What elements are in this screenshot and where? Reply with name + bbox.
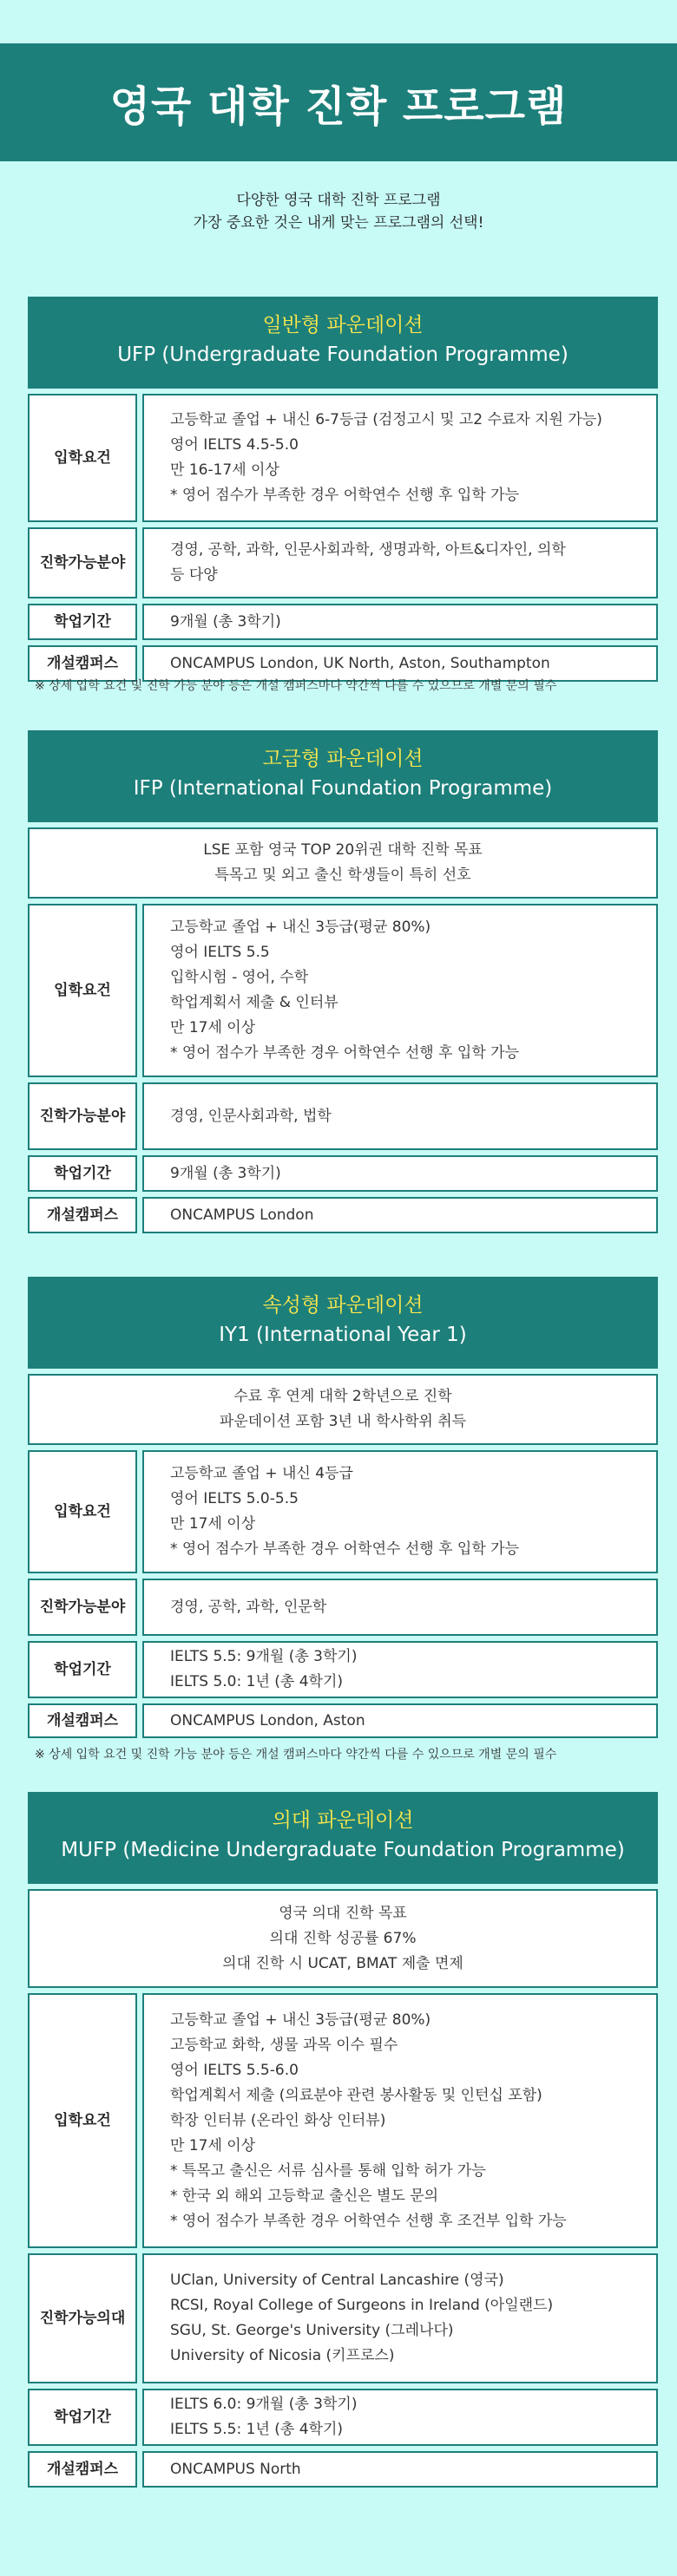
value-line: 고등학교 졸업 + 내신 4등급 bbox=[170, 1465, 353, 1482]
label-line: 분야 bbox=[96, 554, 126, 572]
page bbox=[0, 43, 677, 2576]
value-line: 등 다양 bbox=[170, 566, 218, 584]
row-campus bbox=[28, 2451, 658, 2488]
value-line: ONCAMPUS North bbox=[170, 2460, 301, 2478]
value-line: * 영어 점수가 부족한 경우 어학연수 선행 후 입학 가능 bbox=[170, 1044, 519, 1062]
value-line: IELTS 5.5: 9개월 (총 3학기) bbox=[170, 1648, 358, 1665]
row-label bbox=[28, 527, 137, 598]
row-period bbox=[28, 1155, 658, 1192]
label-line: 진학가능 bbox=[39, 1108, 97, 1125]
row-value bbox=[142, 1579, 658, 1636]
card-header bbox=[28, 730, 658, 822]
row-label: 개설캠퍼스 bbox=[28, 645, 137, 682]
value-line: ONCAMPUS London bbox=[170, 1206, 314, 1224]
row-value bbox=[142, 1197, 658, 1233]
row-value bbox=[142, 527, 658, 598]
row-label: 입학요건 bbox=[28, 904, 137, 1077]
hero-banner bbox=[0, 43, 677, 161]
highlight-line: 파운데이션 포함 3년 내 학사학위 취득 bbox=[219, 1413, 467, 1430]
highlight-line: 의대 진학 성공률 67% bbox=[269, 1929, 417, 1947]
row-label: 개설캠퍼스 bbox=[28, 1197, 137, 1233]
value-line: 경영, 공학, 과학, 인문사회과학, 생명과학, 아트&디자인, 의학 bbox=[170, 541, 566, 559]
value-line: 만 17세 이상 bbox=[170, 2136, 256, 2154]
row-label: 학업기간 bbox=[28, 2389, 137, 2446]
program-card-mufp bbox=[28, 1792, 658, 2488]
value-line: 영어 IELTS 5.5 bbox=[170, 944, 270, 961]
program-title-en: UFP (Undergraduate Foundation Programme) bbox=[117, 343, 569, 366]
program-title-kr: 의대 파운데이션 bbox=[272, 1809, 414, 1832]
row-value bbox=[142, 1703, 658, 1738]
value-line: UClan, University of Central Lancashire (영국) bbox=[170, 2272, 504, 2289]
value-line: 입학시험 - 영어, 수학 bbox=[170, 969, 309, 986]
value-line: SGU, St. George's University (그레나다) bbox=[170, 2322, 454, 2339]
value-line: 만 17세 이상 bbox=[170, 1515, 256, 1533]
row-value bbox=[142, 2451, 658, 2488]
row-fields bbox=[28, 2253, 658, 2383]
highlight-line: LSE 포함 영국 TOP 20위권 대학 진학 목표 bbox=[203, 841, 483, 859]
value-line: 학업계획서 제출 & 인터뷰 bbox=[170, 994, 338, 1011]
value-line: * 영어 점수가 부족한 경우 어학연수 선행 후 조건부 입학 가능 bbox=[170, 2212, 567, 2230]
value-line: 경영, 인문사회과학, 법학 bbox=[170, 1107, 332, 1125]
program-title-kr: 속성형 파운데이션 bbox=[262, 1294, 424, 1317]
row-label bbox=[28, 1082, 137, 1150]
value-line: 영어 IELTS 4.5-5.0 bbox=[170, 436, 299, 454]
program-title-kr: 고급형 파운데이션 bbox=[262, 748, 424, 770]
row-value bbox=[142, 2253, 658, 2383]
row-campus bbox=[28, 1703, 658, 1738]
row-value bbox=[142, 1450, 658, 1573]
row-label: 개설캠퍼스 bbox=[28, 1703, 137, 1738]
value-line: * 한국 외 해외 고등학교 출신은 별도 문의 bbox=[170, 2187, 439, 2205]
row-requirements bbox=[28, 1993, 658, 2248]
row-requirements bbox=[28, 904, 658, 1077]
row-value bbox=[142, 1641, 658, 1698]
row-campus bbox=[28, 1197, 658, 1233]
program-title-en: IY1 (International Year 1) bbox=[219, 1324, 467, 1346]
row-label: 입학요건 bbox=[28, 1993, 137, 2248]
value-line: 고등학교 졸업 + 내신 6-7등급 (검정고시 및 고2 수료자 지원 가능) bbox=[170, 411, 602, 428]
row-fields bbox=[28, 527, 658, 598]
row-value bbox=[142, 904, 658, 1077]
row-label: 학업기간 bbox=[28, 1155, 137, 1192]
value-line: 만 17세 이상 bbox=[170, 1019, 256, 1036]
value-line: 9개월 (총 3학기) bbox=[170, 1164, 281, 1182]
row-label: 학업기간 bbox=[28, 604, 137, 640]
row-value bbox=[142, 1993, 658, 2248]
row-value bbox=[142, 2389, 658, 2446]
row-value bbox=[142, 394, 658, 522]
value-line: ONCAMPUS London, UK North, Aston, Southampton bbox=[170, 654, 550, 672]
program-highlight bbox=[28, 1889, 658, 1988]
value-line: 고등학교 졸업 + 내신 3등급(평균 80%) bbox=[170, 919, 431, 936]
page-title: 영국 대학 진학 프로그램 bbox=[109, 82, 568, 131]
row-label bbox=[28, 1579, 137, 1636]
intro-line: 다양한 영국 대학 진학 프로그램 bbox=[236, 192, 441, 209]
row-period bbox=[28, 1641, 658, 1698]
row-value bbox=[142, 604, 658, 640]
value-line: 영어 IELTS 5.0-5.5 bbox=[170, 1490, 299, 1507]
highlight-line: 특목고 및 외고 출신 학생들이 특히 선호 bbox=[214, 866, 471, 884]
value-line: 학장 인터뷰 (온라인 화상 인터뷰) bbox=[170, 2111, 386, 2129]
value-line: 영어 IELTS 5.5-6.0 bbox=[170, 2061, 299, 2079]
value-line: IELTS 5.5: 1년 (총 4학기) bbox=[170, 2421, 344, 2438]
footnote: ※ 상세 입학 요건 및 진학 가능 분야 등은 개설 캠퍼스마다 약간씩 다를 수 있으므로 개별 문의 필수 bbox=[35, 1748, 557, 1762]
row-fields bbox=[28, 1579, 658, 1636]
label-line: 의대 bbox=[96, 2310, 126, 2327]
program-title-kr: 일반형 파운데이션 bbox=[262, 314, 424, 337]
label-line: 진학가능 bbox=[39, 1599, 97, 1616]
value-line: IELTS 6.0: 9개월 (총 3학기) bbox=[170, 2396, 358, 2413]
row-label: 입학요건 bbox=[28, 1450, 137, 1573]
value-line: 경영, 공학, 과학, 인문학 bbox=[170, 1598, 327, 1616]
program-highlight bbox=[28, 827, 658, 899]
value-line: University of Nicosia (키프로스) bbox=[170, 2347, 395, 2364]
row-period bbox=[28, 2389, 658, 2446]
row-label: 입학요건 bbox=[28, 394, 137, 522]
program-title-en: MUFP (Medicine Undergraduate Foundation Programme) bbox=[61, 1839, 625, 1861]
program-card-iy1 bbox=[28, 1277, 658, 1738]
intro-text bbox=[0, 189, 677, 234]
value-line: * 특목고 출신은 서류 심사를 통해 입학 허가 가능 bbox=[170, 2161, 486, 2180]
row-requirements bbox=[28, 394, 658, 522]
row-label: 학업기간 bbox=[28, 1641, 137, 1698]
program-title-en: IFP (International Foundation Programme) bbox=[133, 777, 553, 800]
row-fields bbox=[28, 1082, 658, 1150]
card-header bbox=[28, 1792, 658, 1884]
highlight-line: 수료 후 연계 대학 2학년으로 진학 bbox=[233, 1388, 452, 1405]
program-card-ifp bbox=[28, 730, 658, 1233]
card-header bbox=[28, 1277, 658, 1369]
label-line: 분야 bbox=[96, 1108, 126, 1125]
row-period bbox=[28, 604, 658, 640]
intro-line: 가장 중요한 것은 내게 맞는 프로그램의 선택! bbox=[193, 214, 484, 232]
label-line: 진학가능 bbox=[39, 2310, 97, 2327]
value-line: 학업계획서 제출 (의료분야 관련 봉사활동 및 인턴십 포함) bbox=[170, 2086, 542, 2104]
value-line: 고등학교 졸업 + 내신 3등급(평균 80%) bbox=[170, 2010, 431, 2029]
row-value bbox=[142, 1155, 658, 1192]
value-line: RCSI, Royal College of Surgeons in Ireland (아일랜드) bbox=[170, 2297, 554, 2314]
footnote: ※ 상세 입학 요건 및 진학 가능 분야 등은 개설 캠퍼스마다 약간씩 다를 수 있으므로 개별 문의 필수 bbox=[35, 679, 557, 693]
label-line: 진학가능 bbox=[39, 554, 97, 572]
value-line: 만 16-17세 이상 bbox=[170, 461, 279, 479]
card-header bbox=[28, 297, 658, 389]
program-card-ufp bbox=[28, 297, 658, 682]
value-line: IELTS 5.0: 1년 (총 4학기) bbox=[170, 1673, 344, 1690]
value-line: 9개월 (총 3학기) bbox=[170, 612, 281, 631]
row-label: 개설캠퍼스 bbox=[28, 2451, 137, 2488]
value-line: 고등학교 화학, 생물 과목 이수 필수 bbox=[170, 2036, 398, 2054]
value-line: * 영어 점수가 부족한 경우 어학연수 선행 후 입학 가능 bbox=[170, 487, 519, 504]
program-highlight bbox=[28, 1374, 658, 1445]
row-label bbox=[28, 2253, 137, 2383]
highlight-line: 의대 진학 시 UCAT, BMAT 제출 면제 bbox=[222, 1954, 463, 1972]
row-value bbox=[142, 1082, 658, 1150]
value-line: * 영어 점수가 부족한 경우 어학연수 선행 후 입학 가능 bbox=[170, 1540, 519, 1558]
value-line: ONCAMPUS London, Aston bbox=[170, 1711, 365, 1729]
label-line: 분야 bbox=[96, 1599, 126, 1616]
row-requirements bbox=[28, 1450, 658, 1573]
highlight-line: 영국 의대 진학 목표 bbox=[279, 1904, 407, 1922]
